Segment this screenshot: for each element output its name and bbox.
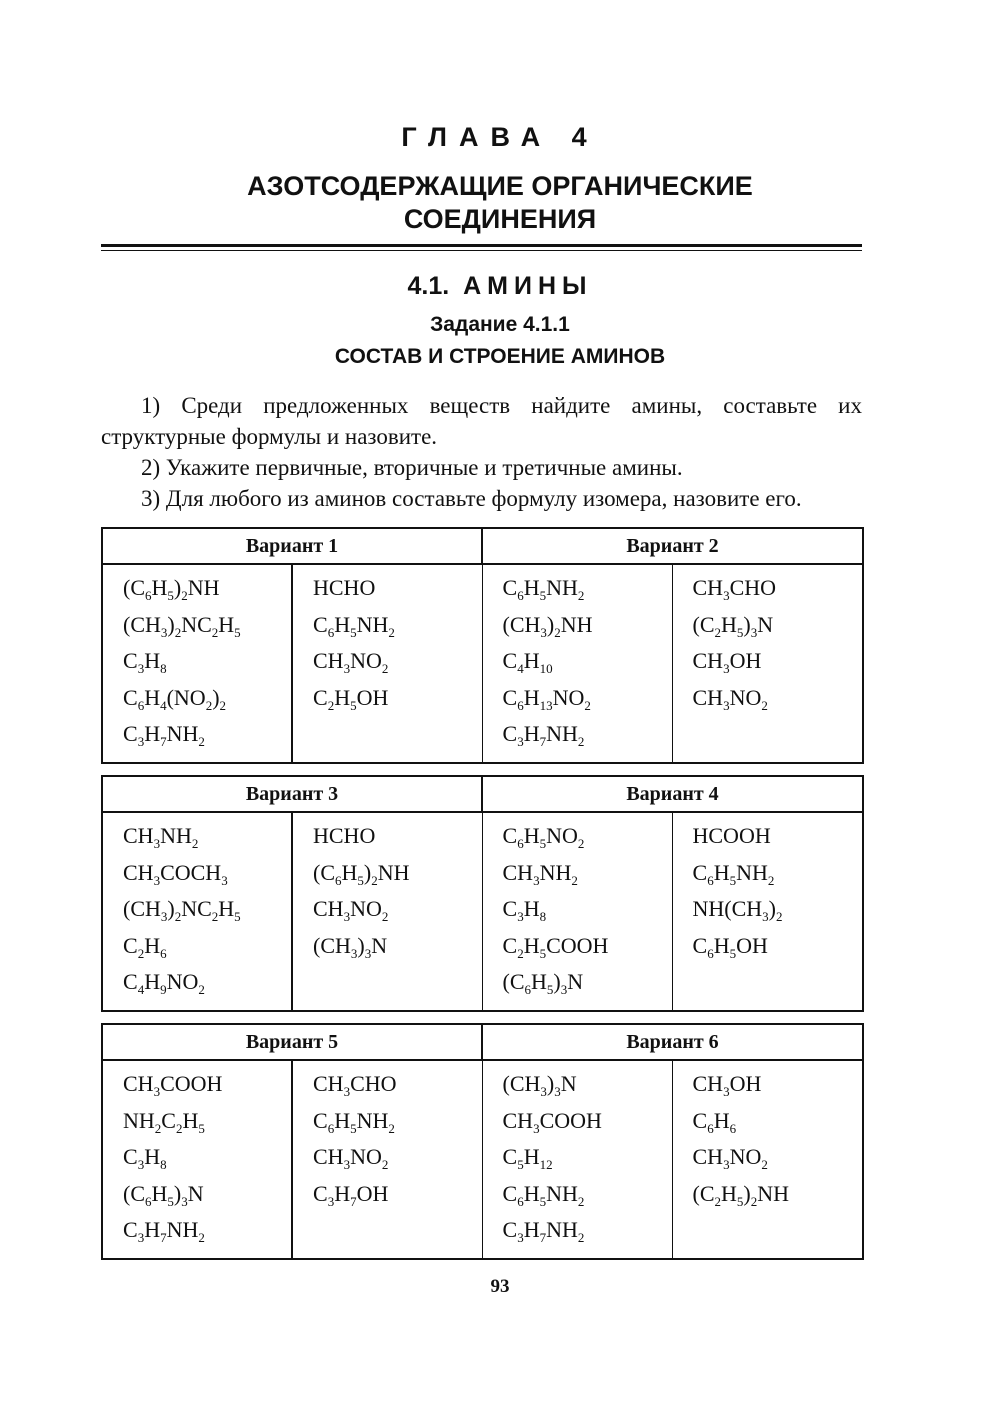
formula: $C_4H_{10}$ — [502, 648, 553, 676]
variant-header: Вариант 5 — [102, 1024, 482, 1060]
formula: $C_3H_8$ — [502, 896, 547, 924]
chapter-title-line-1: АЗОТСОДЕРЖАЩИЕ ОРГАНИЧЕСКИЕ — [247, 171, 753, 201]
formula: $C_2H_5COOH$ — [502, 932, 609, 961]
task-instructions — [101, 390, 862, 514]
section-name: АМИНЫ — [463, 272, 593, 300]
formula: $(C_2H_5)_3N$ — [692, 611, 774, 640]
variant-header: Вариант 3 — [102, 776, 482, 812]
variants-table-1-2 — [101, 527, 864, 764]
section-number: 4.1. — [407, 272, 450, 300]
chapter-title-line-2: СОЕДИНЕНИЯ — [403, 204, 597, 234]
variants-table-3-4 — [101, 775, 864, 1012]
formula: $(C_2H_5)_2NH$ — [692, 1180, 789, 1209]
formula: $C_6H_5OH$ — [692, 932, 768, 961]
formula: HCOOH — [692, 823, 771, 848]
formula: $C_2H_5OH$ — [313, 684, 389, 713]
variant-header: Вариант 2 — [482, 528, 863, 564]
formula: $(CH_3)_2NC_2H_5$ — [123, 611, 241, 640]
formula: $C_2H_6$ — [123, 932, 167, 961]
formula-column — [102, 1060, 292, 1259]
formula: $C_3H_7NH_2$ — [123, 1217, 205, 1245]
formula: $CH_3NH_2$ — [123, 823, 199, 851]
variants-table-5-6 — [101, 1023, 864, 1260]
formula: $NH_2C_2H_5$ — [123, 1107, 205, 1136]
formula: $CH_3NO_2$ — [313, 1144, 389, 1172]
formula: $C_6H_5NH_2$ — [502, 1180, 585, 1209]
formula-column — [672, 564, 863, 763]
formula: $NH(CH_3)_2$ — [692, 896, 783, 924]
formula-column — [482, 564, 672, 763]
formula: $C_3H_7NH_2$ — [502, 721, 585, 749]
formula: $CH_3NH_2$ — [502, 859, 578, 888]
page-number: 93 — [490, 1276, 510, 1297]
formula: $C_6H_4(NO_2)_2$ — [123, 684, 227, 713]
instruction-1: 1) Среди предложенных веществ найдите амины, составьте их структурные формулы и назовите. — [101, 393, 862, 449]
formula: $C_6H_5NH_2$ — [313, 1107, 395, 1136]
formula: $C_6H_5NH_2$ — [313, 611, 395, 640]
formula-column — [292, 1060, 482, 1259]
formula: $C_6H_5NH_2$ — [692, 859, 775, 888]
chapter-divider-thick — [101, 244, 862, 247]
variant-header: Вариант 6 — [482, 1024, 863, 1060]
formula: $C_3H_7NH_2$ — [502, 1217, 585, 1245]
formula: $C_6H_5NO_2$ — [502, 823, 585, 851]
formula: $CH_3NO_2$ — [313, 896, 389, 924]
task-number: Задание 4.1.1 — [430, 313, 570, 336]
instruction-3: 3) Для любого из аминов составьте формулу изомера, назовите его. — [141, 486, 802, 511]
formula: $C_3H_7NH_2$ — [123, 721, 205, 749]
formula-column — [292, 812, 482, 1011]
chapter-divider-thin — [101, 250, 862, 251]
formula: $C_4H_9NO_2$ — [123, 969, 205, 997]
formula: $(C_6H_5)_3N$ — [502, 969, 584, 997]
formula: $CH_3NO_2$ — [692, 1144, 768, 1172]
formula: HCHO — [313, 575, 376, 600]
formula: $C_3H_7OH$ — [313, 1180, 389, 1209]
formula: $CH_3CHO$ — [692, 575, 777, 603]
chapter-title — [140, 170, 860, 236]
formula: $C_3H_8$ — [123, 1144, 167, 1172]
formula: $CH_3OH$ — [692, 1071, 762, 1099]
formula-column — [482, 812, 672, 1011]
formula: $C_6H_6$ — [692, 1107, 737, 1136]
formula: $(C_6H_5)_2NH$ — [313, 859, 410, 888]
formula: $(CH_3)_2NH$ — [502, 611, 593, 640]
formula: $CH_3COOH$ — [123, 1071, 223, 1099]
variant-header: Вариант 1 — [102, 528, 482, 564]
formula-column — [102, 564, 292, 763]
variant-header: Вариант 4 — [482, 776, 863, 812]
formula: $CH_3COCH_3$ — [123, 859, 228, 888]
formula: $C_6H_{13}NO_2$ — [502, 684, 591, 713]
section-title — [0, 272, 1000, 301]
formula: $C_6H_5NH_2$ — [502, 575, 585, 603]
formula-column — [292, 564, 482, 763]
formula: $CH_3COOH$ — [502, 1107, 602, 1136]
formula: $(C_6H_5)_3N$ — [123, 1180, 204, 1209]
formula: $(CH_3)_3N$ — [313, 932, 388, 961]
formula: HCHO — [313, 823, 376, 848]
formula-column — [102, 812, 292, 1011]
formula: $C_3H_8$ — [123, 648, 167, 676]
formula: $C_5H_{12}$ — [502, 1144, 553, 1172]
formula-column — [672, 1060, 863, 1259]
formula: $CH_3NO_2$ — [692, 684, 768, 713]
formula: $(CH_3)_2NC_2H_5$ — [123, 896, 241, 924]
formula: $CH_3NO_2$ — [313, 648, 389, 676]
instruction-2: 2) Укажите первичные, вторичные и третичные амины. — [141, 455, 683, 480]
formula: $(CH_3)_3N$ — [502, 1071, 577, 1099]
chapter-label: ГЛАВА 4 — [401, 122, 599, 152]
formula-column — [482, 1060, 672, 1259]
task-title: СОСТАВ И СТРОЕНИЕ АМИНОВ — [334, 345, 666, 368]
formula-column — [672, 812, 863, 1011]
formula: $CH_3OH$ — [692, 648, 762, 676]
formula: $(C_6H_5)_2NH$ — [123, 575, 220, 603]
formula: $CH_3CHO$ — [313, 1071, 397, 1099]
